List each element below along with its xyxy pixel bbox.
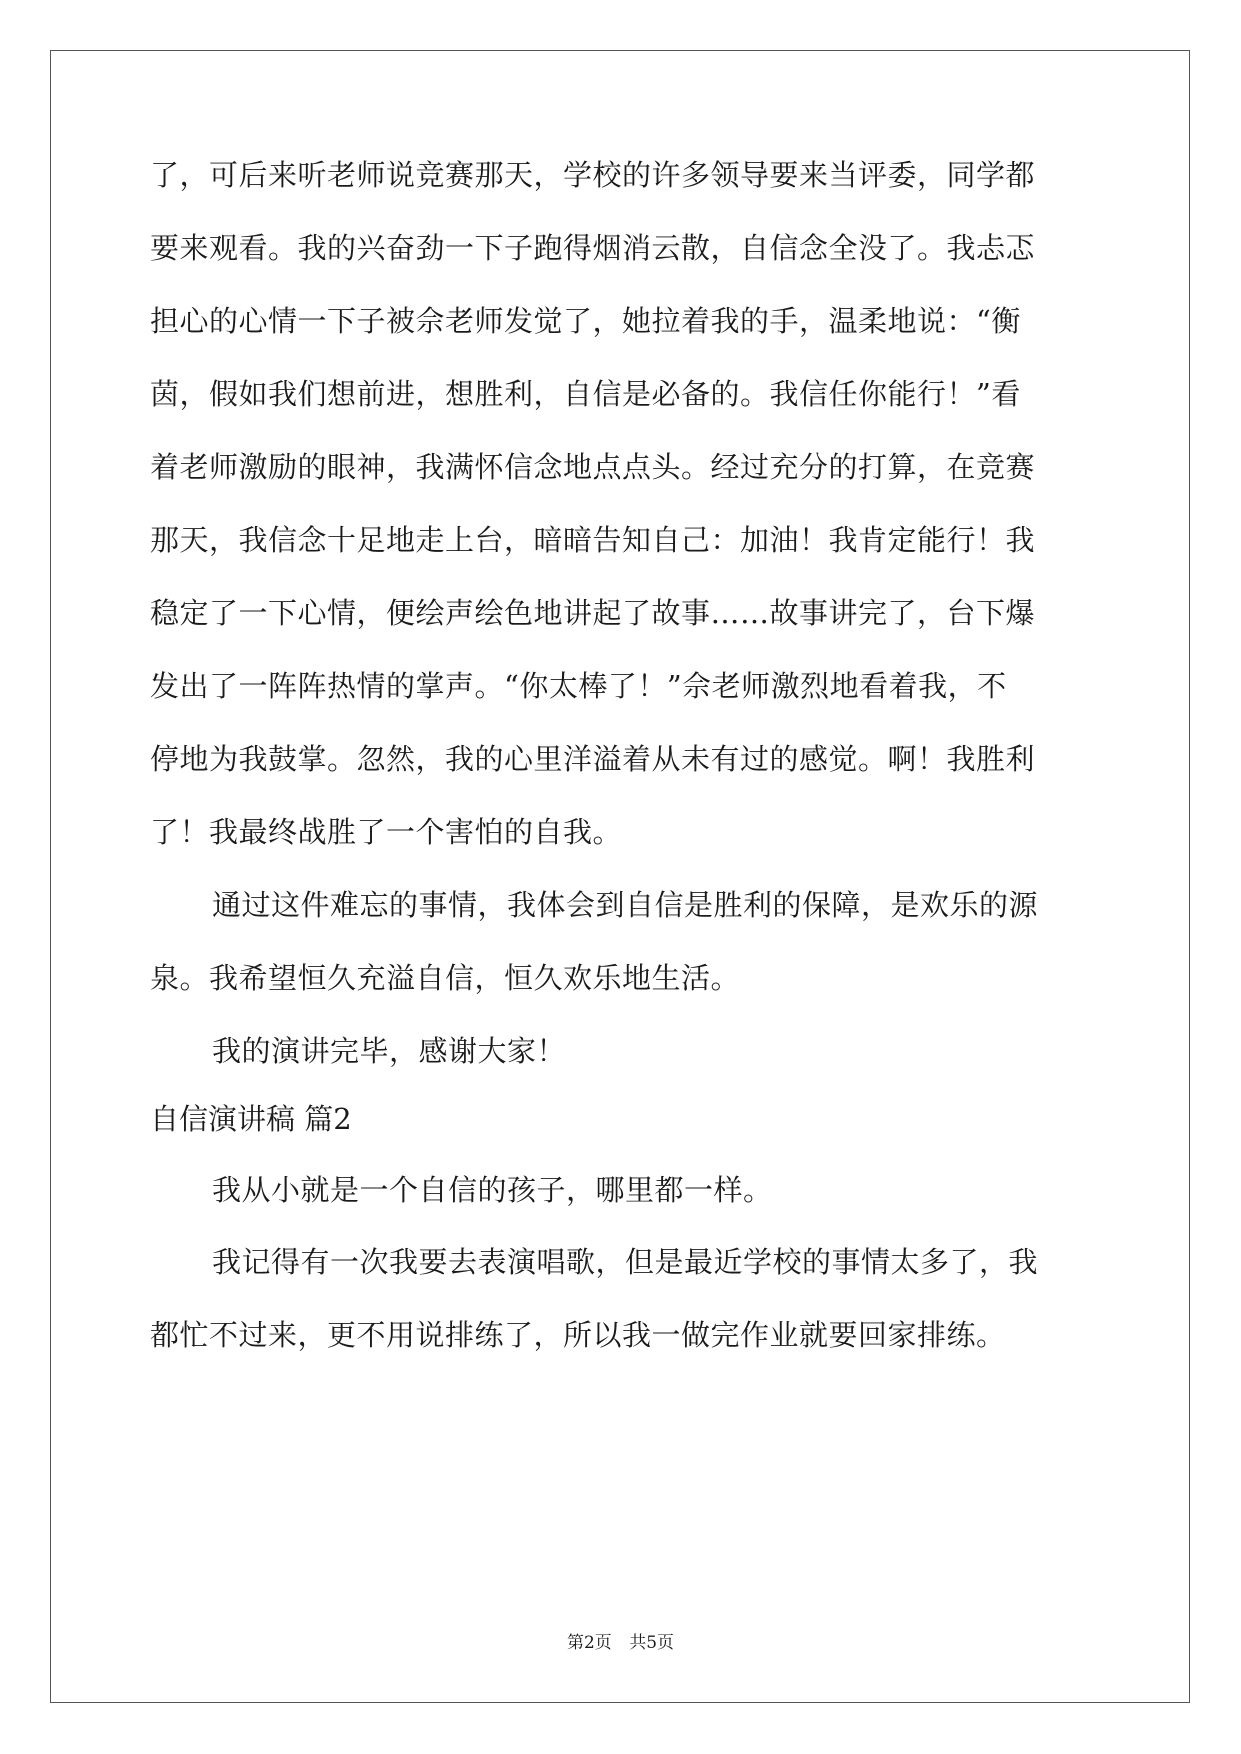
paragraph-line: 了！我最终战胜了一个害怕的自我。 (150, 815, 623, 849)
paragraph-line: 我从小就是一个自信的孩子，哪里都一样。 (212, 1173, 773, 1207)
page-footer (0, 1628, 1241, 1653)
paragraph-line: 了，可后来听老师说竞赛那天，学校的许多领导要来当评委，同学都 (150, 158, 1036, 192)
paragraph-line: 通过这件难忘的事情，我体会到自信是胜利的保障，是欢乐的源 (212, 888, 1039, 922)
paragraph-line: 发出了一阵阵热情的掌声。“你太棒了！”佘老师激烈地看着我，不 (150, 669, 1007, 703)
paragraph-line: 着老师激励的眼神，我满怀信念地点点头。经过充分的打算，在竞赛 (150, 450, 1036, 484)
paragraph-line: 稳定了一下心情，便绘声绘色地讲起了故事……故事讲完了，台下爆 (150, 596, 1036, 630)
paragraph-line: 要来观看。我的兴奋劲一下子跑得烟消云散，自信念全没了。我忐忑 (150, 231, 1036, 265)
page-border (50, 50, 1190, 1703)
paragraph-line: 停地为我鼓掌。忽然，我的心里洋溢着从未有过的感觉。啊！我胜利 (150, 742, 1036, 776)
paragraph-line: 我的演讲完毕，感谢大家！ (212, 1034, 567, 1068)
paragraph-line: 泉。我希望恒久充溢自信，恒久欢乐地生活。 (150, 961, 741, 995)
paragraph-line: 我记得有一次我要去表演唱歌，但是最近学校的事情太多了，我 (212, 1245, 1039, 1279)
paragraph-line: 那天，我信念十足地走上台，暗暗告知自己：加油！我肯定能行！我 (150, 523, 1036, 557)
page-total: 共5页 (629, 1633, 675, 1653)
paragraph-line: 担心的心情一下子被佘老师发觉了，她拉着我的手，温柔地说：“衡 (150, 304, 1021, 338)
section-heading: 自信演讲稿 篇2 (150, 1102, 352, 1136)
page-number: 第2页 (566, 1633, 612, 1653)
paragraph-line: 茵，假如我们想前进，想胜利，自信是必备的。我信任你能行！”看 (150, 377, 1021, 411)
paragraph-line: 都忙不过来，更不用说排练了，所以我一做完作业就要回家排练。 (150, 1318, 1006, 1352)
